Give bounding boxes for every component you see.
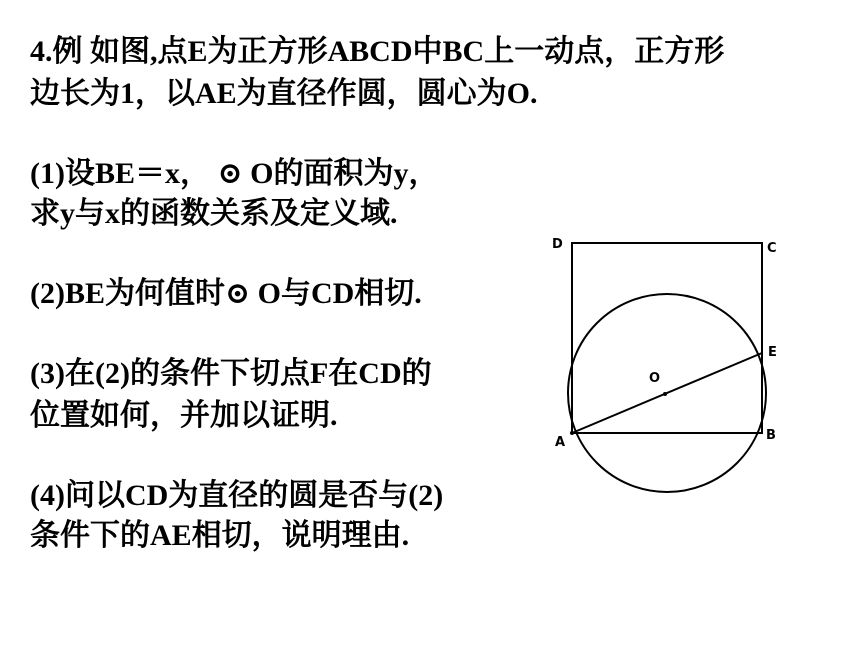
problem-line-7: 位置如何，并加以证明. [30, 399, 338, 432]
label-C: C [767, 241, 777, 256]
problem-line-2: 边长为1，以AE为直径作圆，圆心为O. [30, 77, 538, 110]
label-D: D [552, 237, 563, 252]
problem-line-8: (4)问以CD为直径的圆是否与(2) [30, 479, 444, 512]
label-O: O [649, 371, 661, 386]
segment-AE [572, 353, 762, 433]
problem-line-1: 4.例 如图,点E为正方形ABCD中BC上一动点，正方形 [30, 35, 725, 68]
label-A: A [555, 435, 566, 450]
problem-line-6: (3)在(2)的条件下切点F在CD的 [30, 357, 432, 390]
center-point-O [663, 392, 667, 396]
problem-line-5: (2)BE为何值时⊙ O与CD相切. [30, 277, 422, 310]
problem-line-4: 求y与x的函数关系及定义域. [30, 197, 398, 230]
problem-line-3: (1)设BE＝x， ⊙ O的面积为y， [30, 157, 439, 190]
problem-line-9: 条件下的AE相切，说明理由. [30, 519, 410, 552]
geometry-figure [540, 225, 800, 515]
square-ABCD [572, 243, 762, 433]
point-A [570, 431, 574, 435]
label-E: E [768, 345, 777, 360]
label-B: B [766, 428, 776, 443]
